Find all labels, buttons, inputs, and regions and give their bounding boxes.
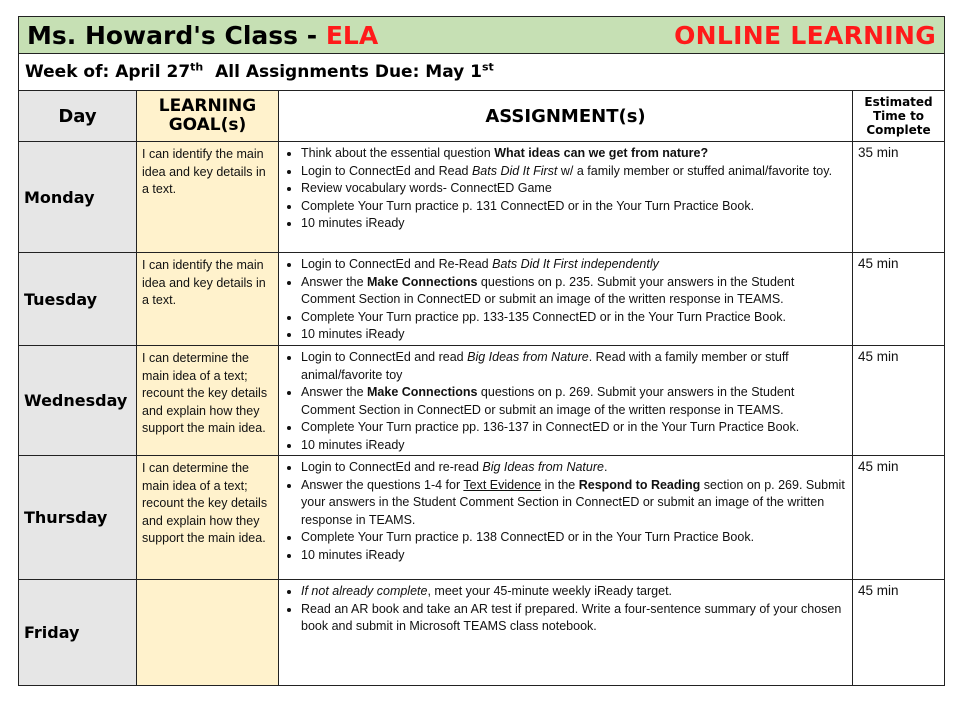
goal-text: I can determine the main idea of a text; recount the key details and explain how they support the main idea. <box>142 461 268 546</box>
list-item <box>301 384 846 419</box>
column-header-time: Estimated Time to Complete <box>853 91 945 142</box>
header-row <box>19 91 945 142</box>
day-cell <box>19 253 137 346</box>
assignment-cell <box>279 456 853 580</box>
list-item <box>301 459 846 477</box>
day-cell <box>19 346 137 456</box>
list-item: • Complete Your Turn practice pp. 133-135 ConnectED or in the Your Turn Practice Book. <box>301 309 846 327</box>
goal-text <box>137 580 278 584</box>
table-row <box>19 580 945 686</box>
item-text: Think about the essential question <box>301 146 495 160</box>
table-row <box>19 142 945 253</box>
time-text: 45 min <box>858 349 899 364</box>
assignment-cell <box>279 253 853 346</box>
goal-cell <box>137 142 279 253</box>
class-title <box>27 21 378 50</box>
time-cell <box>853 456 945 580</box>
lesson-plan-table <box>18 16 945 686</box>
assignment-list <box>279 580 852 636</box>
item-text: Login to ConnectEd and Re-Read <box>301 257 493 271</box>
item-text: . <box>603 460 608 474</box>
item-text: Answer the <box>301 385 368 400</box>
item-italic: Bats Did It First independently <box>492 257 659 271</box>
assignment-list <box>279 346 852 455</box>
list-item: • Complete Your Turn practice p. 138 ConnectED or in the Your Turn Practice Book. <box>301 529 846 547</box>
table-row <box>19 253 945 346</box>
item-text: Answer the questions 1-4 for <box>301 477 464 492</box>
time-text: 35 min <box>858 145 899 160</box>
item-text: , meet your 45-minute weekly iReady target. <box>427 584 673 598</box>
list-item <box>301 583 846 601</box>
item-bold: Make Connections <box>367 274 478 289</box>
item-text: . Read with a family member or stuff animal/favorite toy <box>301 350 789 382</box>
goal-text: I can determine the main idea of a text; recount the key details and explain how they support the main idea. <box>142 351 268 436</box>
table-row <box>19 346 945 456</box>
table-row <box>19 456 945 580</box>
week-line <box>19 62 944 82</box>
list-item <box>301 349 846 384</box>
list-item <box>301 477 846 530</box>
item-text: in the <box>541 477 579 492</box>
goal-cell <box>137 346 279 456</box>
assignment-cell <box>279 142 853 253</box>
list-item <box>301 274 846 309</box>
list-item: • 10 minutes iReady <box>301 437 846 455</box>
time-cell <box>853 142 945 253</box>
item-bold: What ideas can we get from nature? <box>494 146 709 160</box>
list-item: • Read an AR book and take an AR test if prepared. Write a four-sentence summary of your chosen book and submit in Microsoft TEAMS class notebook. <box>301 601 846 636</box>
time-cell <box>853 580 945 686</box>
column-header-goal: LEARNING GOAL(s) <box>137 91 279 142</box>
list-item: • Complete Your Turn practice pp. 136-137 in ConnectED or in the Your Turn Practice Book. <box>301 419 846 437</box>
day-cell <box>19 142 137 253</box>
time-cell <box>853 346 945 456</box>
list-item: • Complete Your Turn practice p. 131 ConnectED or in the Your Turn Practice Book. <box>301 198 846 216</box>
class-title-main: Ms. Howard's Class - <box>27 20 326 50</box>
due-suffix: st <box>482 60 494 74</box>
list-item: • 10 minutes iReady <box>301 326 846 344</box>
item-text: questions on p. 269. Submit your answers in the Student Comment Section in ConnectED or submit an image of the written response in TEAMS. <box>301 385 795 417</box>
day-label: Thursday <box>24 508 108 527</box>
title-bar <box>19 21 944 50</box>
item-text: w/ a family member or stuffed animal/favorite toy. <box>557 163 833 178</box>
list-item <box>301 256 846 274</box>
day-label: Tuesday <box>24 289 98 309</box>
goal-cell <box>137 253 279 346</box>
week-row <box>19 54 945 91</box>
week-cell <box>19 54 945 91</box>
time-text: 45 min <box>858 583 899 598</box>
item-underline: Text Evidence <box>463 477 542 492</box>
list-item <box>301 163 846 181</box>
time-cell <box>853 253 945 346</box>
item-bold: Make Connections <box>367 385 478 400</box>
day-cell <box>19 580 137 686</box>
title-row <box>19 17 945 54</box>
goal-cell <box>137 456 279 580</box>
due-text: All Assignments Due: May 1 <box>215 62 482 82</box>
item-text: Login to ConnectEd and read <box>301 350 468 364</box>
item-text: questions on p. 235. Submit your answers in the Student Comment Section in ConnectED or submit an image of the written response in TEAMS. <box>301 274 795 307</box>
assignment-list <box>279 253 852 344</box>
item-text: section on p. 269. Submit your answers in the Student Comment Section in ConnectED or submit an image of the written response in TEAMS. <box>301 477 845 527</box>
time-text: 45 min <box>858 256 899 271</box>
assignment-cell <box>279 346 853 456</box>
time-text: 45 min <box>858 459 899 474</box>
assignment-list <box>279 456 852 565</box>
week-start-suffix: th <box>190 60 204 74</box>
day-label: Monday <box>24 187 95 207</box>
item-italic: Big Ideas from Nature <box>482 460 604 474</box>
goal-text: I can identify the main idea and key details in a text. <box>142 147 266 197</box>
list-item: • 10 minutes iReady <box>301 547 846 565</box>
item-text: Login to ConnectEd and Read <box>301 163 472 178</box>
day-cell <box>19 456 137 580</box>
item-text: Login to ConnectEd and re-read <box>301 460 483 474</box>
item-bold: Respond to Reading <box>578 477 701 492</box>
column-header-day: Day <box>19 91 137 142</box>
day-label: Friday <box>24 623 80 642</box>
assignment-cell <box>279 580 853 686</box>
item-italic: Bats Did It First <box>471 163 558 178</box>
assignment-list <box>279 142 852 233</box>
item-italic: Big Ideas from Nature <box>467 350 589 364</box>
mode-label: ONLINE LEARNING <box>674 20 937 50</box>
list-item <box>301 145 846 163</box>
list-item: • Review vocabulary words- ConnectED Game <box>301 180 846 198</box>
item-italic: If not already complete <box>301 584 428 598</box>
list-item: • 10 minutes iReady <box>301 215 846 233</box>
week-of-text: Week of: April 27 <box>25 62 191 82</box>
goal-text: I can identify the main idea and key details in a text. <box>142 258 266 308</box>
subject-label: ELA <box>325 20 379 50</box>
column-header-assignment: ASSIGNMENT(s) <box>279 91 853 142</box>
day-label: Wednesday <box>24 391 128 410</box>
title-cell <box>19 17 945 54</box>
item-text: Answer the <box>301 274 368 289</box>
goal-cell <box>137 580 279 686</box>
